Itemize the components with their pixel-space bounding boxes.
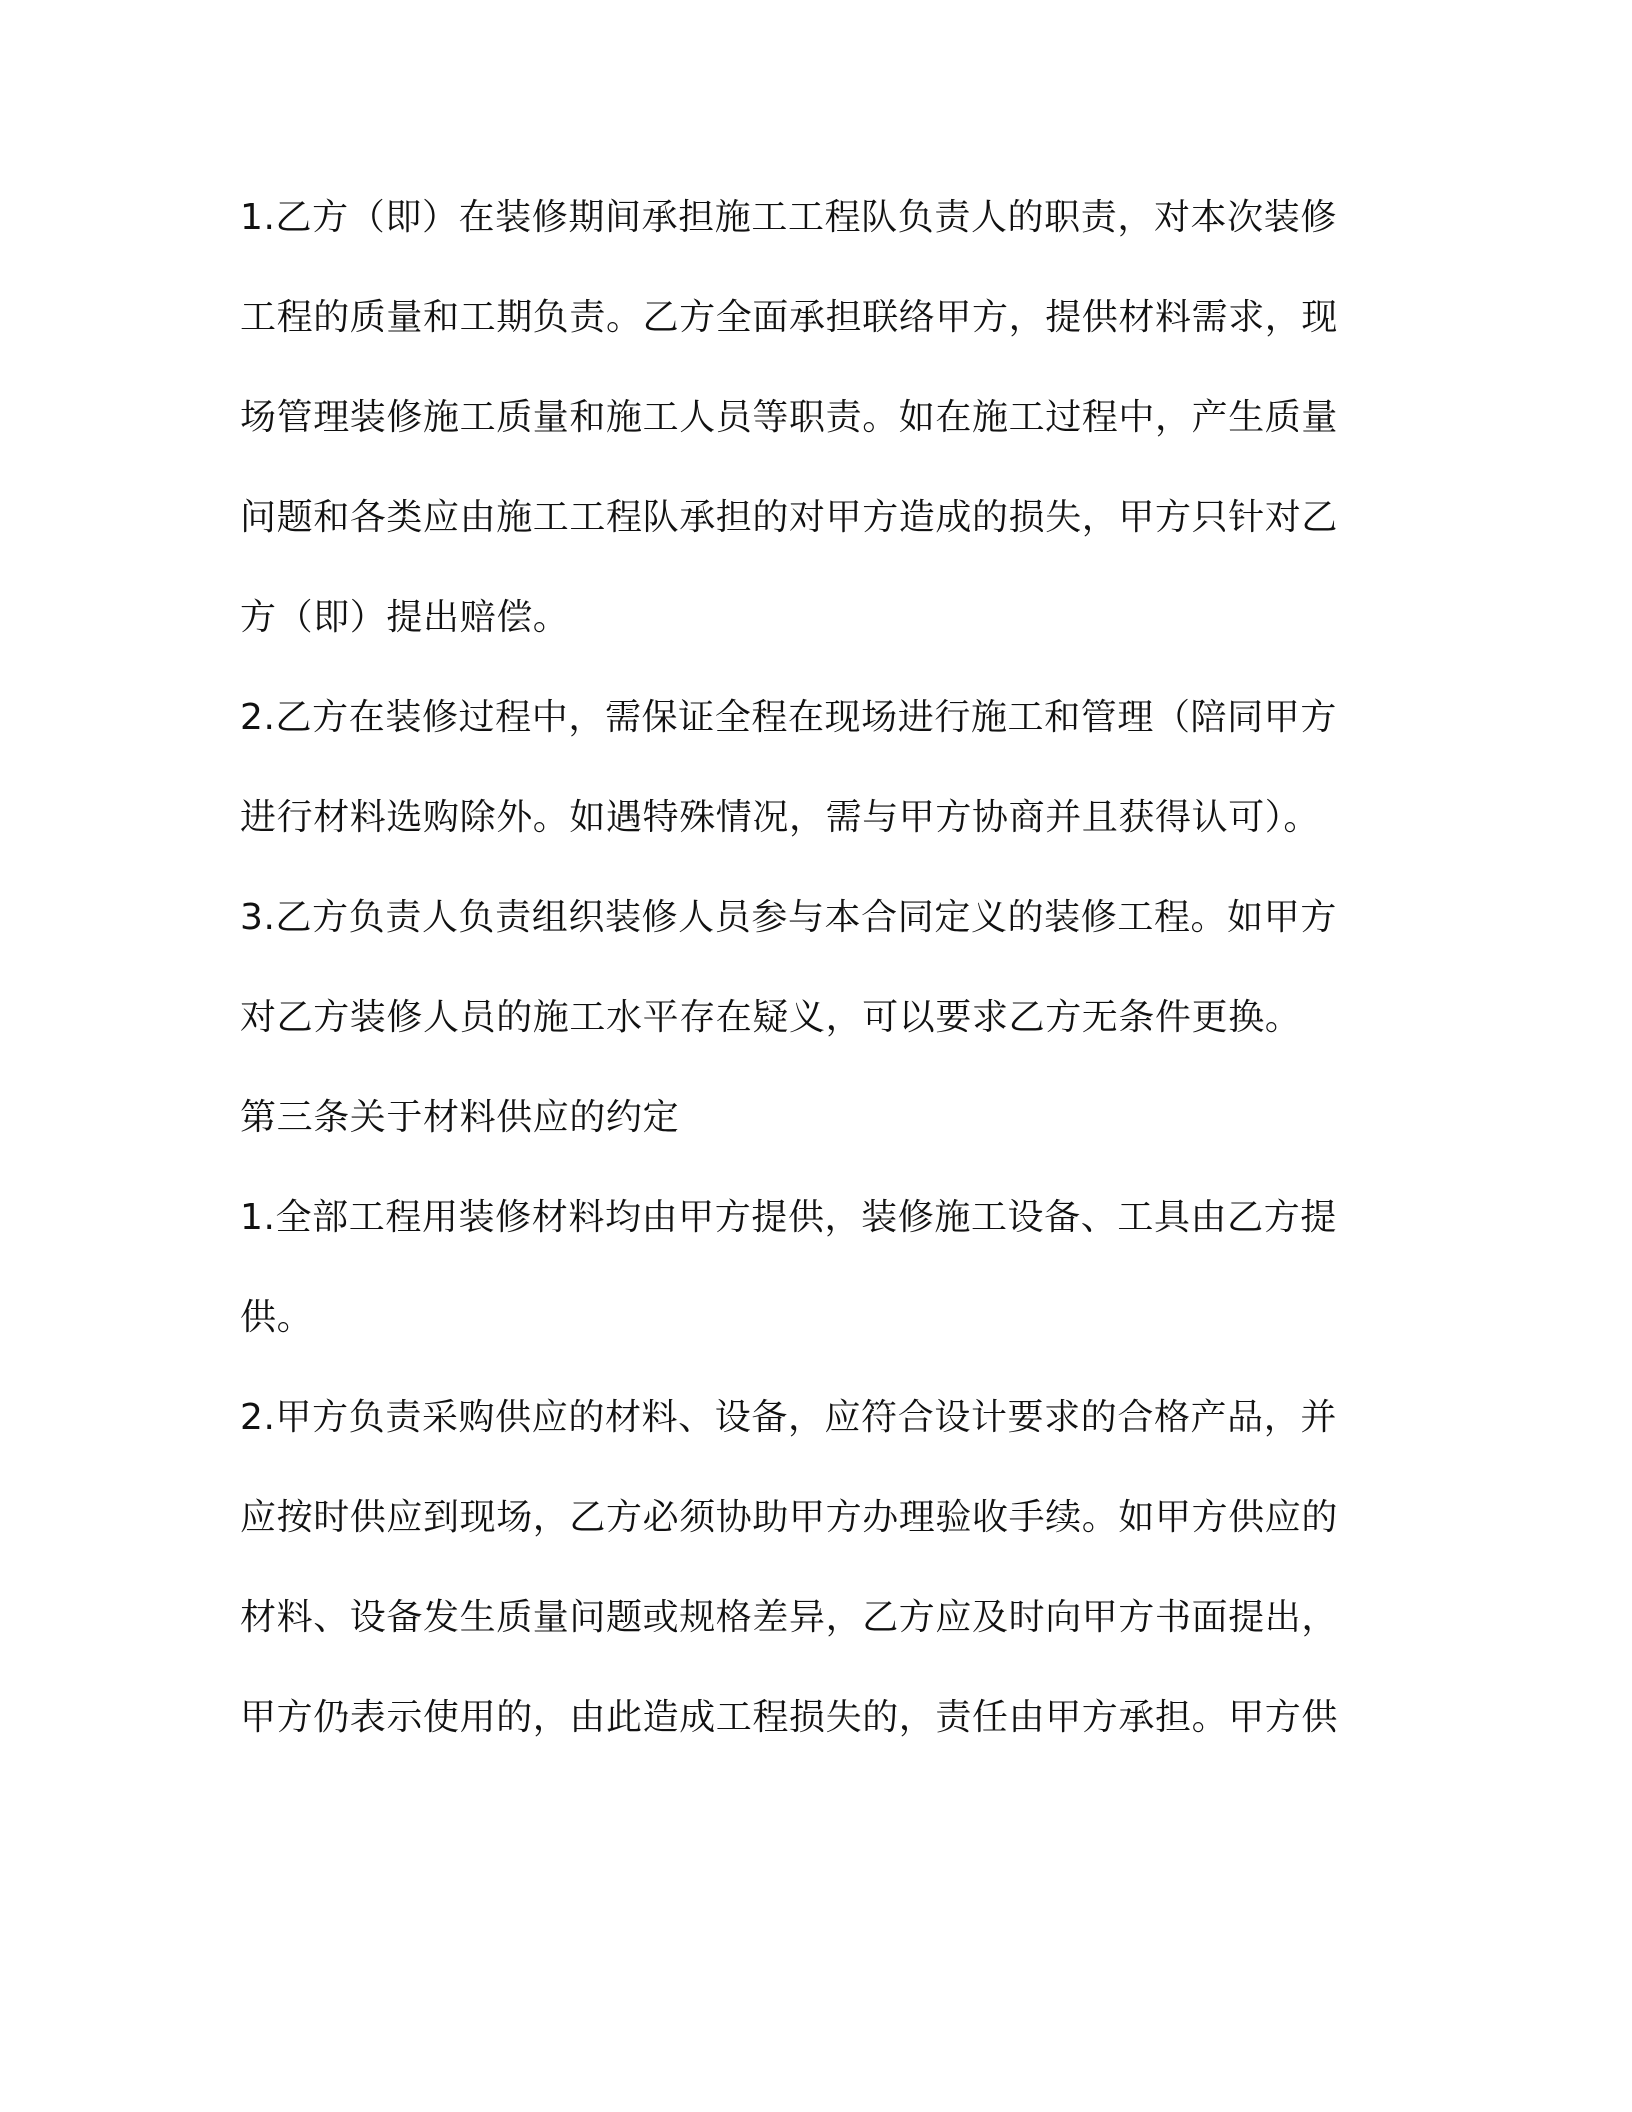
text-line: 应按时供应到现场，乙方必须协助甲方办理验收手续。如甲方供应的 [240, 1497, 1339, 1538]
text-line: 工程的质量和工期负责。乙方全面承担联络甲方，提供材料需求，现 [240, 297, 1339, 338]
text-line: 问题和各类应由施工工程队承担的对甲方造成的损失，甲方只针对乙 [240, 497, 1339, 538]
text-line: 3.乙方负责人负责组织装修人员参与本合同定义的装修工程。如甲方 [240, 897, 1337, 938]
text-line: 场管理装修施工质量和施工人员等职责。如在施工过程中，产生质量 [240, 397, 1339, 438]
section-heading: 第三条关于材料供应的约定 [240, 1097, 680, 1138]
text-line: 2.乙方在装修过程中，需保证全程在现场进行施工和管理（陪同甲方 [240, 697, 1337, 738]
text-line: 1.乙方（即）在装修期间承担施工工程队负责人的职责，对本次装修 [240, 197, 1337, 238]
text-line: 进行材料选购除外。如遇特殊情况，需与甲方协商并且获得认可）。 [240, 797, 1321, 838]
text-line: 对乙方装修人员的施工水平存在疑义，可以要求乙方无条件更换。 [240, 997, 1302, 1038]
text-line: 供。 [240, 1297, 314, 1338]
text-line: 1.全部工程用装修材料均由甲方提供，装修施工设备、工具由乙方提 [240, 1197, 1337, 1238]
text-line: 2.甲方负责采购供应的材料、设备，应符合设计要求的合格产品，并 [240, 1397, 1337, 1438]
text-line: 甲方仍表示使用的，由此造成工程损失的，责任由甲方承担。甲方供 [240, 1697, 1339, 1738]
text-line: 材料、设备发生质量问题或规格差异，乙方应及时向甲方书面提出， [240, 1597, 1339, 1638]
text-line: 方（即）提出赔偿。 [240, 597, 570, 638]
